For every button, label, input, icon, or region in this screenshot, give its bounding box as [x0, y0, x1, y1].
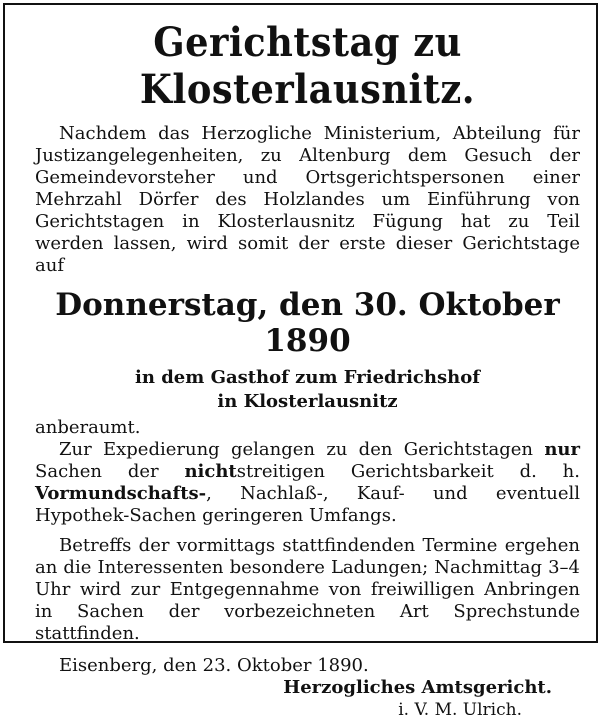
signature-name: i. V. M. Ulrich. [398, 700, 522, 720]
para2-part3: streitigen Gerichtsbarkeit d. h. [236, 461, 580, 482]
expedition-paragraph [35, 439, 580, 527]
para2-part2: Sachen der [35, 461, 159, 482]
intro-paragraph: Nachdem das Herzogliche Ministerium, Abteilung für Justizangelegenheiten, zu Altenburg dem Gesuch der Gemeindevorsteher und Ortsgerichtspersonen einer Mehrzahl Dörfer des Holzlandes um Einführung von Gerichtstagen in Klosterlausnitz Fügung hat zu Teil werden lassen, wird somit der erste dieser Gerichtstage auf [35, 123, 580, 276]
appointments-paragraph: Betreffs der vormittags stattfindenden Termine ergehen an die Interessenten besondere Ladungen; Nachmittag 3–4 Uhr wird zur Entgegennahme von freiwilligen Anbringen in Sachen der vorbezeichneten Art Sprechstunde stattfinden. [35, 535, 580, 644]
notice-title: Gerichtstag zu Klosterlausnitz. [139, 19, 476, 113]
para2-vormund: Vormundschafts- [35, 483, 207, 504]
para2-nur: nur [544, 439, 580, 460]
venue-line-2: in Klosterlausnitz [217, 391, 398, 412]
para2-part4: , Nachlaß-, Kauf- und eventuell Hypothek-Sachen geringeren Umfangs. [35, 483, 580, 526]
event-date: Donnerstag, den 30. Oktober 1890 [55, 287, 560, 359]
notice-frame [3, 3, 598, 720]
notice-document [35, 15, 580, 721]
para2-part1: Zur Expedierung gelangen zu den Gerichtstagen [59, 439, 534, 460]
venue-line-1: in dem Gasthof zum Friedrichshof [135, 367, 480, 388]
place-date: Eisenberg, den 23. Oktober 1890. [59, 655, 369, 676]
signature-authority: Herzogliches Amtsgericht. [283, 677, 552, 698]
para2-nicht: nicht [184, 461, 237, 482]
anberaumt-text: anberaumt. [35, 417, 141, 438]
